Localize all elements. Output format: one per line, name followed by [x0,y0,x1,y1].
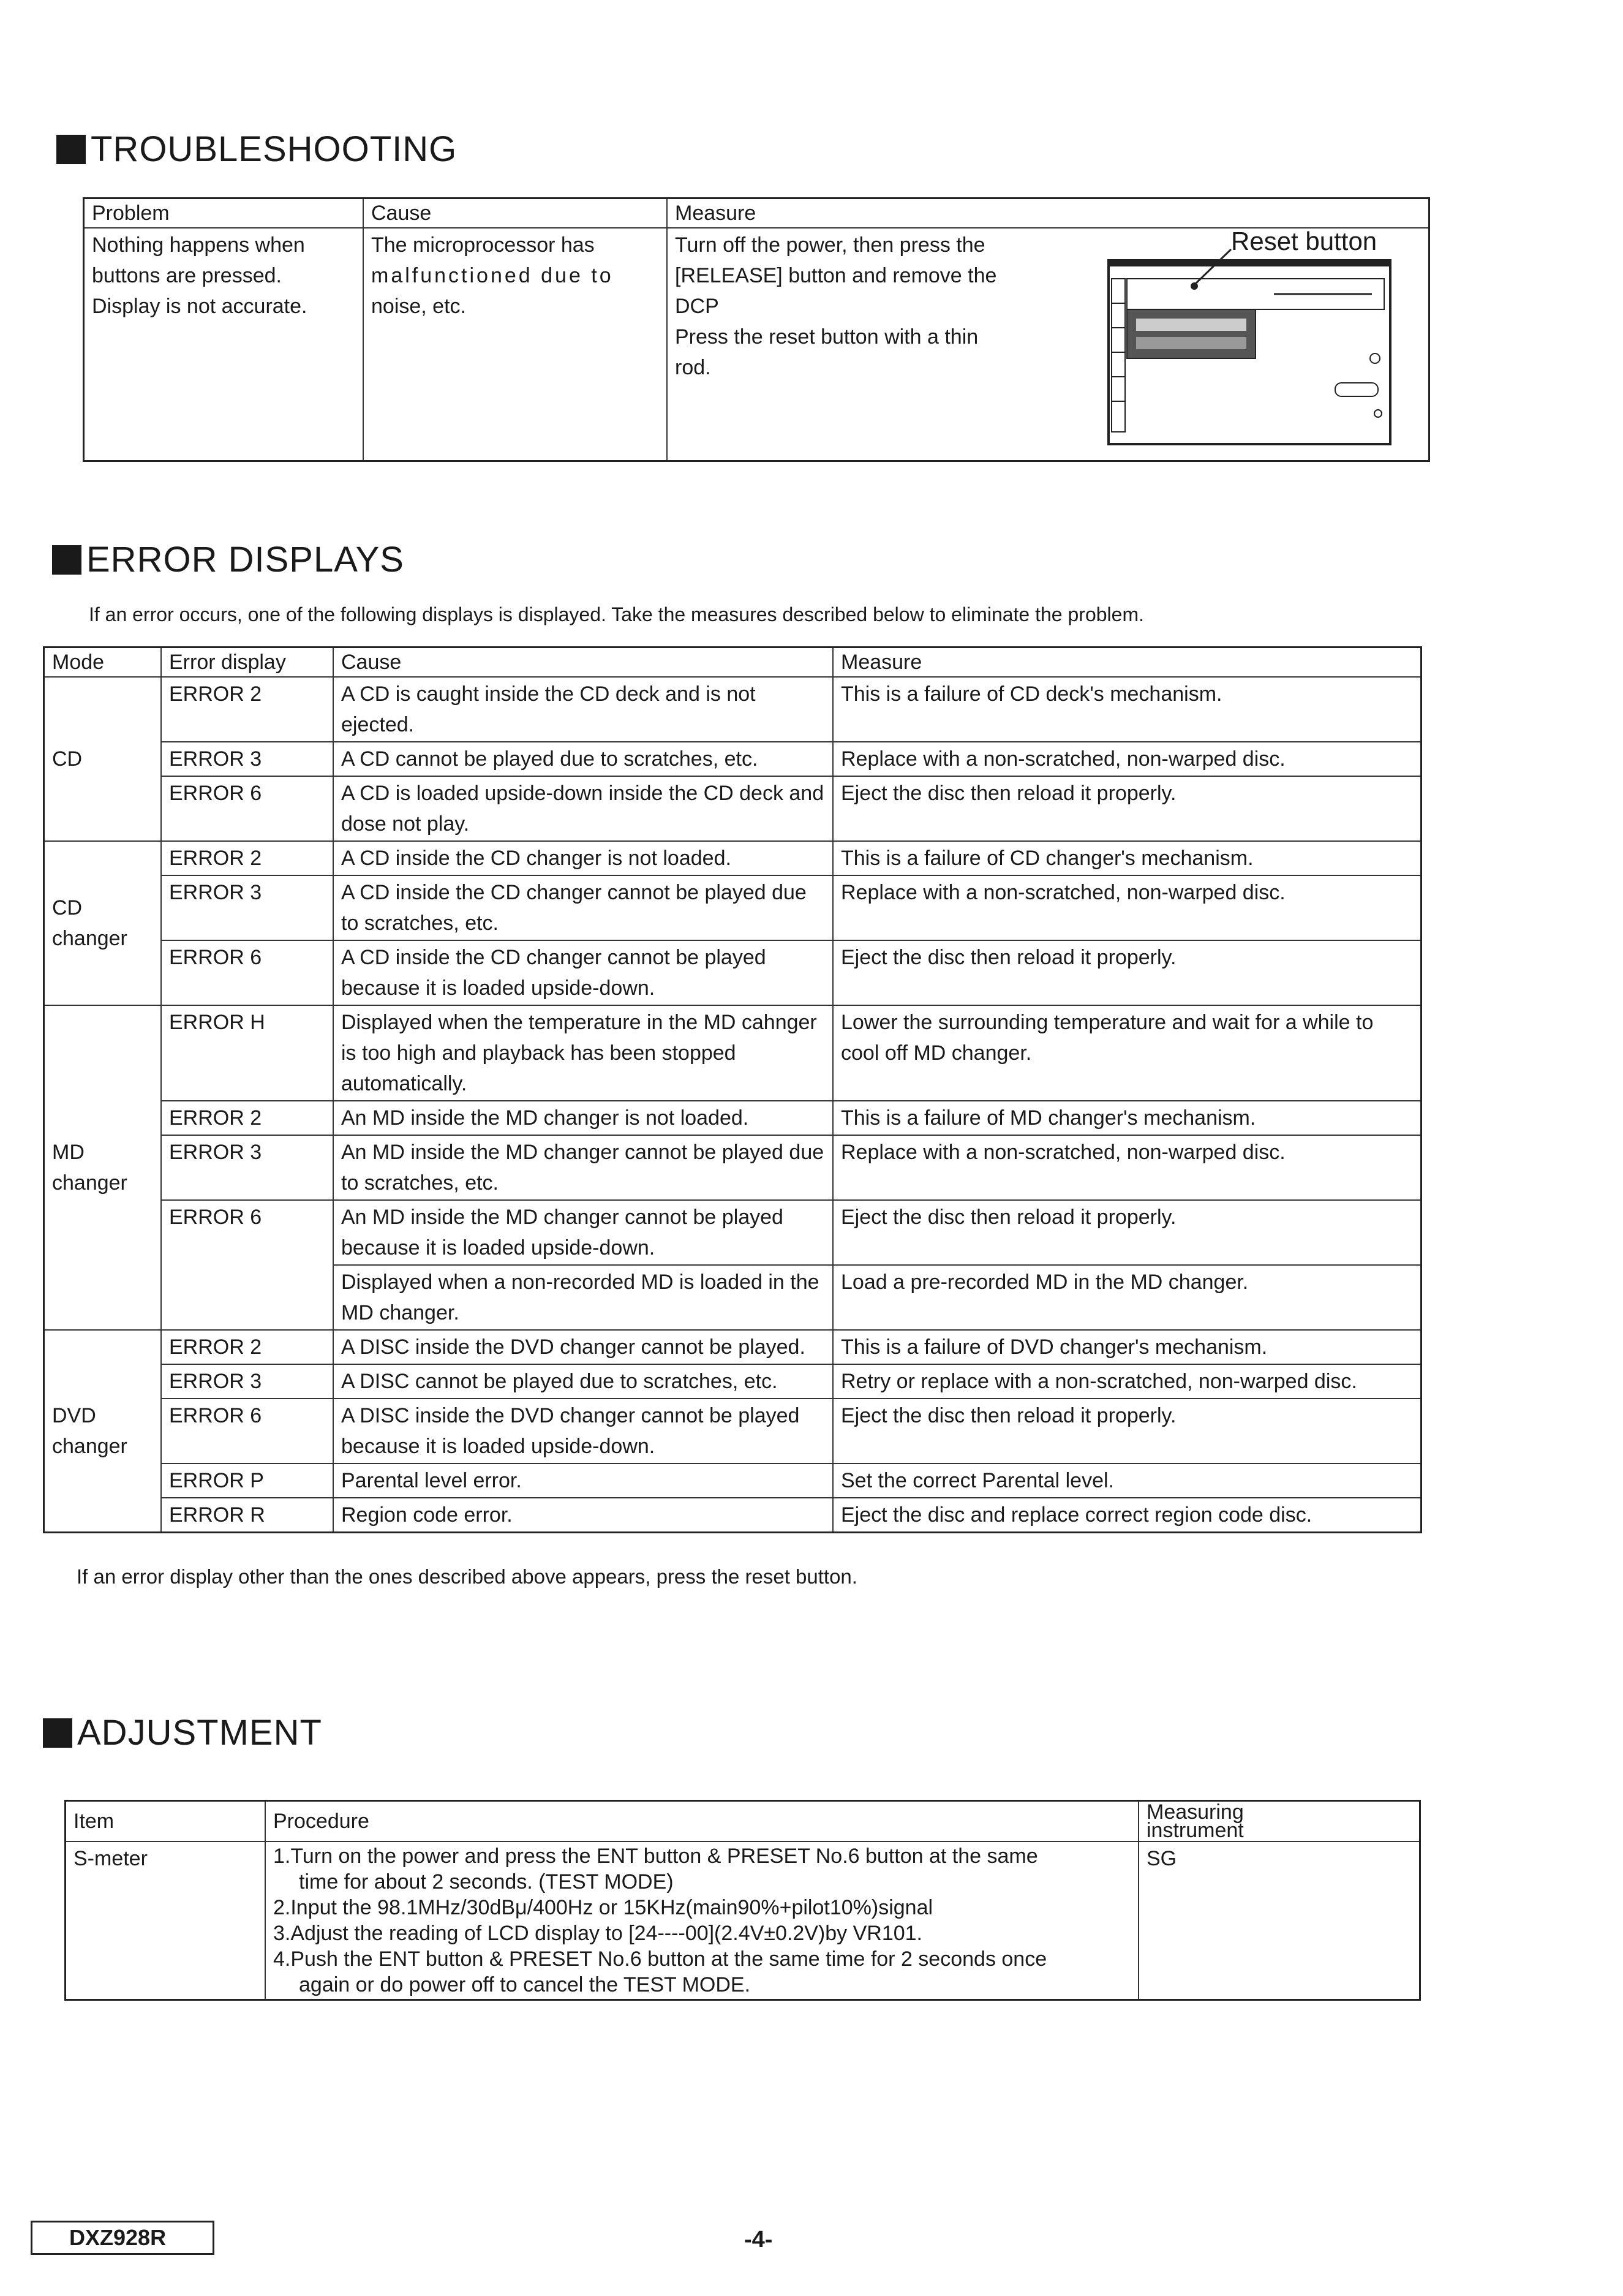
problem-cell: Nothing happens when buttons are pressed. Display is not accurate. [84,228,364,461]
error-measure: This is a failure of DVD changer's mechanism. [833,1330,1422,1364]
error-displays-note: If an error display other than the ones described above appears, press the reset button. [77,1565,857,1588]
error-code: ERROR 6 [161,1399,333,1463]
table-row [44,1135,1422,1200]
reset-button-figure [1102,217,1396,450]
error-measure: This is a failure of MD changer's mechanism. [833,1101,1422,1135]
table-row [44,776,1422,841]
error-cause: Region code error. [333,1498,833,1533]
error-code: ERROR 3 [161,1364,333,1399]
table-row [44,875,1422,940]
error-measure: This is a failure of CD changer's mechanism. [833,841,1422,875]
table-row [44,1498,1422,1533]
error-code: ERROR 3 [161,875,333,940]
table-row [44,1364,1422,1399]
section-bullet-icon [43,1718,72,1748]
error-cause: A CD inside the CD changer is not loaded. [333,841,833,875]
error-code: ERROR 3 [161,1135,333,1200]
error-measure: Lower the surrounding temperature and wait for a while to cool off MD changer. [833,1005,1422,1101]
error-code: ERROR 6 [161,776,333,841]
table-row [44,841,1422,875]
error-measure: Replace with a non-scratched, non-warped disc. [833,1135,1422,1200]
adjustment-table [64,1800,1421,2001]
error-measure: Eject the disc then reload it properly. [833,1200,1422,1265]
error-measure: Eject the disc then reload it properly. [833,1399,1422,1463]
mode-cell: CD [44,677,162,841]
table-row [44,742,1422,776]
section-bullet-icon [52,545,81,575]
error-cause: A CD is caught inside the CD deck and is not ejected. [333,677,833,742]
error-displays-table [43,646,1422,1533]
error-code: ERROR 6 [161,1200,333,1330]
error-measure: Eject the disc and replace correct region code disc. [833,1498,1422,1533]
header-problem: Problem [84,198,364,228]
header-measure: Measure [833,648,1422,678]
error-measure: This is a failure of CD deck's mechanism. [833,677,1422,742]
table-row [44,677,1422,742]
cause-cell: The microprocessor has malfunctioned due to noise, etc. [363,228,667,461]
table-row [44,1399,1422,1463]
error-code: ERROR 2 [161,1101,333,1135]
error-measure: Eject the disc then reload it properly. [833,940,1422,1005]
error-cause: A CD is loaded upside-down inside the CD deck and dose not play. [333,776,833,841]
header-measure: Measure [667,198,1429,228]
error-cause: A DISC inside the DVD changer cannot be played. [333,1330,833,1364]
error-measure: Replace with a non-scratched, non-warped disc. [833,875,1422,940]
error-code: ERROR 2 [161,677,333,742]
header-procedure: Procedure [265,1801,1139,1842]
error-cause: A CD cannot be played due to scratches, etc. [333,742,833,776]
error-code: ERROR 2 [161,841,333,875]
error-cause: An MD inside the MD changer is not loaded. [333,1101,833,1135]
troubleshooting-title: TROUBLESHOOTING [56,129,457,170]
error-measure: Eject the disc then reload it properly. [833,776,1422,841]
error-displays-intro: If an error occurs, one of the following displays is displayed. Take the measures described below to eliminate the problem. [89,603,1144,625]
section-bullet-icon [56,135,86,164]
adjustment-item: S-meter [66,1841,266,2000]
error-cause: An MD inside the MD changer cannot be played due to scratches, etc. [333,1135,833,1200]
page-number: -4- [744,2227,773,2253]
mode-cell: CD changer [44,841,162,1005]
error-cause: Displayed when the temperature in the MD cahnger is too high and playback has been stopped automatically. [333,1005,833,1101]
error-code: ERROR H [161,1005,333,1101]
reset-button-label: Reset button [1231,227,1377,255]
table-row [44,1200,1422,1265]
error-code: ERROR 6 [161,940,333,1005]
mode-cell: DVD changer [44,1330,162,1533]
device-faceplate-icon [1102,217,1396,450]
table-row [44,1005,1422,1101]
header-item: Item [66,1801,266,1842]
mode-cell: MD changer [44,1005,162,1330]
header-instrument: Measuring instrument [1139,1801,1420,1842]
error-measure: Load a pre-recorded MD in the MD changer. [833,1265,1422,1330]
adjustment-procedure: 1.Turn on the power and press the ENT button & PRESET No.6 button at the same time for about 2 seconds. (TEST MODE) 2.Input the 98.1MHz/30dBμ/400Hz or 15KHz(main90%+pilot10%)signal 3.Adjust the reading of LCD display to [24----00](2.4V±0.2V)by VR101. 4.Push the ENT button & PRESET No.6 button at the same time for 2 seconds once again or do power off to cancel the TEST MODE. [265,1841,1139,2000]
error-code: ERROR 3 [161,742,333,776]
header-cause: Cause [363,198,667,228]
error-cause: Parental level error. [333,1463,833,1498]
error-cause: A DISC cannot be played due to scratches, etc. [333,1364,833,1399]
header-cause: Cause [333,648,833,678]
error-cause: Displayed when a non-recorded MD is loaded in the MD changer. [333,1265,833,1330]
error-measure: Replace with a non-scratched, non-warped disc. [833,742,1422,776]
adjustment-title: ADJUSTMENT [43,1712,322,1753]
table-row [44,1463,1422,1498]
error-code: ERROR P [161,1463,333,1498]
error-measure: Set the correct Parental level. [833,1463,1422,1498]
table-row [44,940,1422,1005]
error-cause: A CD inside the CD changer cannot be played due to scratches, etc. [333,875,833,940]
error-displays-title: ERROR DISPLAYS [52,539,404,580]
error-code: ERROR R [161,1498,333,1533]
header-mode: Mode [44,648,162,678]
error-measure: Retry or replace with a non-scratched, non-warped disc. [833,1364,1422,1399]
error-cause: An MD inside the MD changer cannot be played because it is loaded upside-down. [333,1200,833,1265]
measure-cell: Turn off the power, then press the [RELEASE] button and remove the DCP Press the reset button with a thin rod. [667,228,1429,461]
table-row [44,1330,1422,1364]
error-code: ERROR 2 [161,1330,333,1364]
adjustment-instrument: SG [1139,1841,1420,2000]
error-cause: A DISC inside the DVD changer cannot be played because it is loaded upside-down. [333,1399,833,1463]
error-cause: A CD inside the CD changer cannot be played because it is loaded upside-down. [333,940,833,1005]
table-row [44,1101,1422,1135]
header-error-display: Error display [161,648,333,678]
model-label: DXZ928R [31,2221,214,2255]
